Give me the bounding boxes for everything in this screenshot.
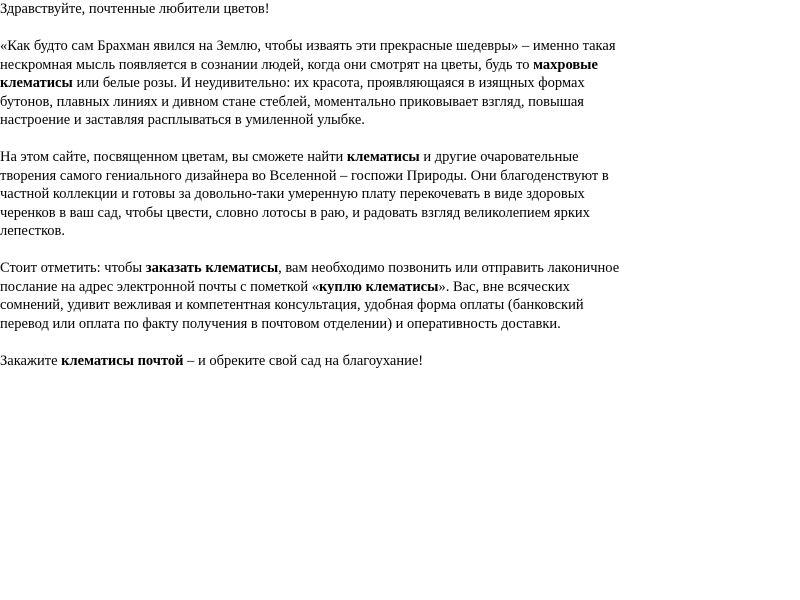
ordering-text-1: Стоит отметить: чтобы xyxy=(0,260,146,276)
clematis-keyword: клематисы xyxy=(346,149,420,165)
greeting-paragraph xyxy=(0,0,630,19)
order-clematis-keyword: заказать клематисы xyxy=(145,260,279,276)
intro-paragraph xyxy=(0,37,630,130)
terry-clematis-keyword: махровые клематисы xyxy=(0,56,598,91)
collection-text-1: На этом сайте, посвященном цветам, вы сможете найти xyxy=(0,149,347,165)
closing-paragraph xyxy=(0,352,630,371)
greeting-text: Здравствуйте, почтенные любители цветов! xyxy=(0,1,270,17)
intro-text-1: «Как будто сам Брахман явился на Землю, чтобы изваять эти прекрасные шедевры» – именно такая нескромная мысль появляется в сознании людей, когда они смотрят на цветы, будь то xyxy=(0,38,616,73)
collection-paragraph xyxy=(0,148,630,241)
ordering-text-3: ». Вас, вне всяческих сомнений, удивит вежливая и компетентная консультация, удобная форма оплаты (банковский перевод или оплата по факту получения в почтовом отделении) и оперативность доставки. xyxy=(0,278,584,332)
ordering-paragraph xyxy=(0,259,630,333)
closing-text-2: – и обреките свой сад на благоухание! xyxy=(183,352,424,369)
closing-text-1: Закажите xyxy=(0,352,62,369)
collection-text-2: и другие очаровательные творения самого гениального дизайнера во Вселенной – госпожи Природы. Они благоденствуют в частной коллекции и готовы за довольно-таки умеренную плату перекочевать в виде здоровых черенков в ваш сад, чтобы цвести, словно лотосы в раю, и радовать взгляд великолепием ярких лепестков. xyxy=(0,149,609,239)
clematis-by-mail-keyword: клематисы почтой xyxy=(61,352,184,369)
buy-clematis-keyword: куплю клематисы xyxy=(319,278,439,295)
ordering-text-2: , вам необходимо позвонить или отправить лаконичное послание на адрес электронной почты с пометкой « xyxy=(0,260,620,295)
intro-text-2: или белые розы. И неудивительно: их красота, проявляющаяся в изящных формах бутонов, плавных линиях и дивном стане стеблей, моментально приковывает взгляд, повышая настроение и заставляя расплываться в умиленной улыбке. xyxy=(0,75,585,128)
